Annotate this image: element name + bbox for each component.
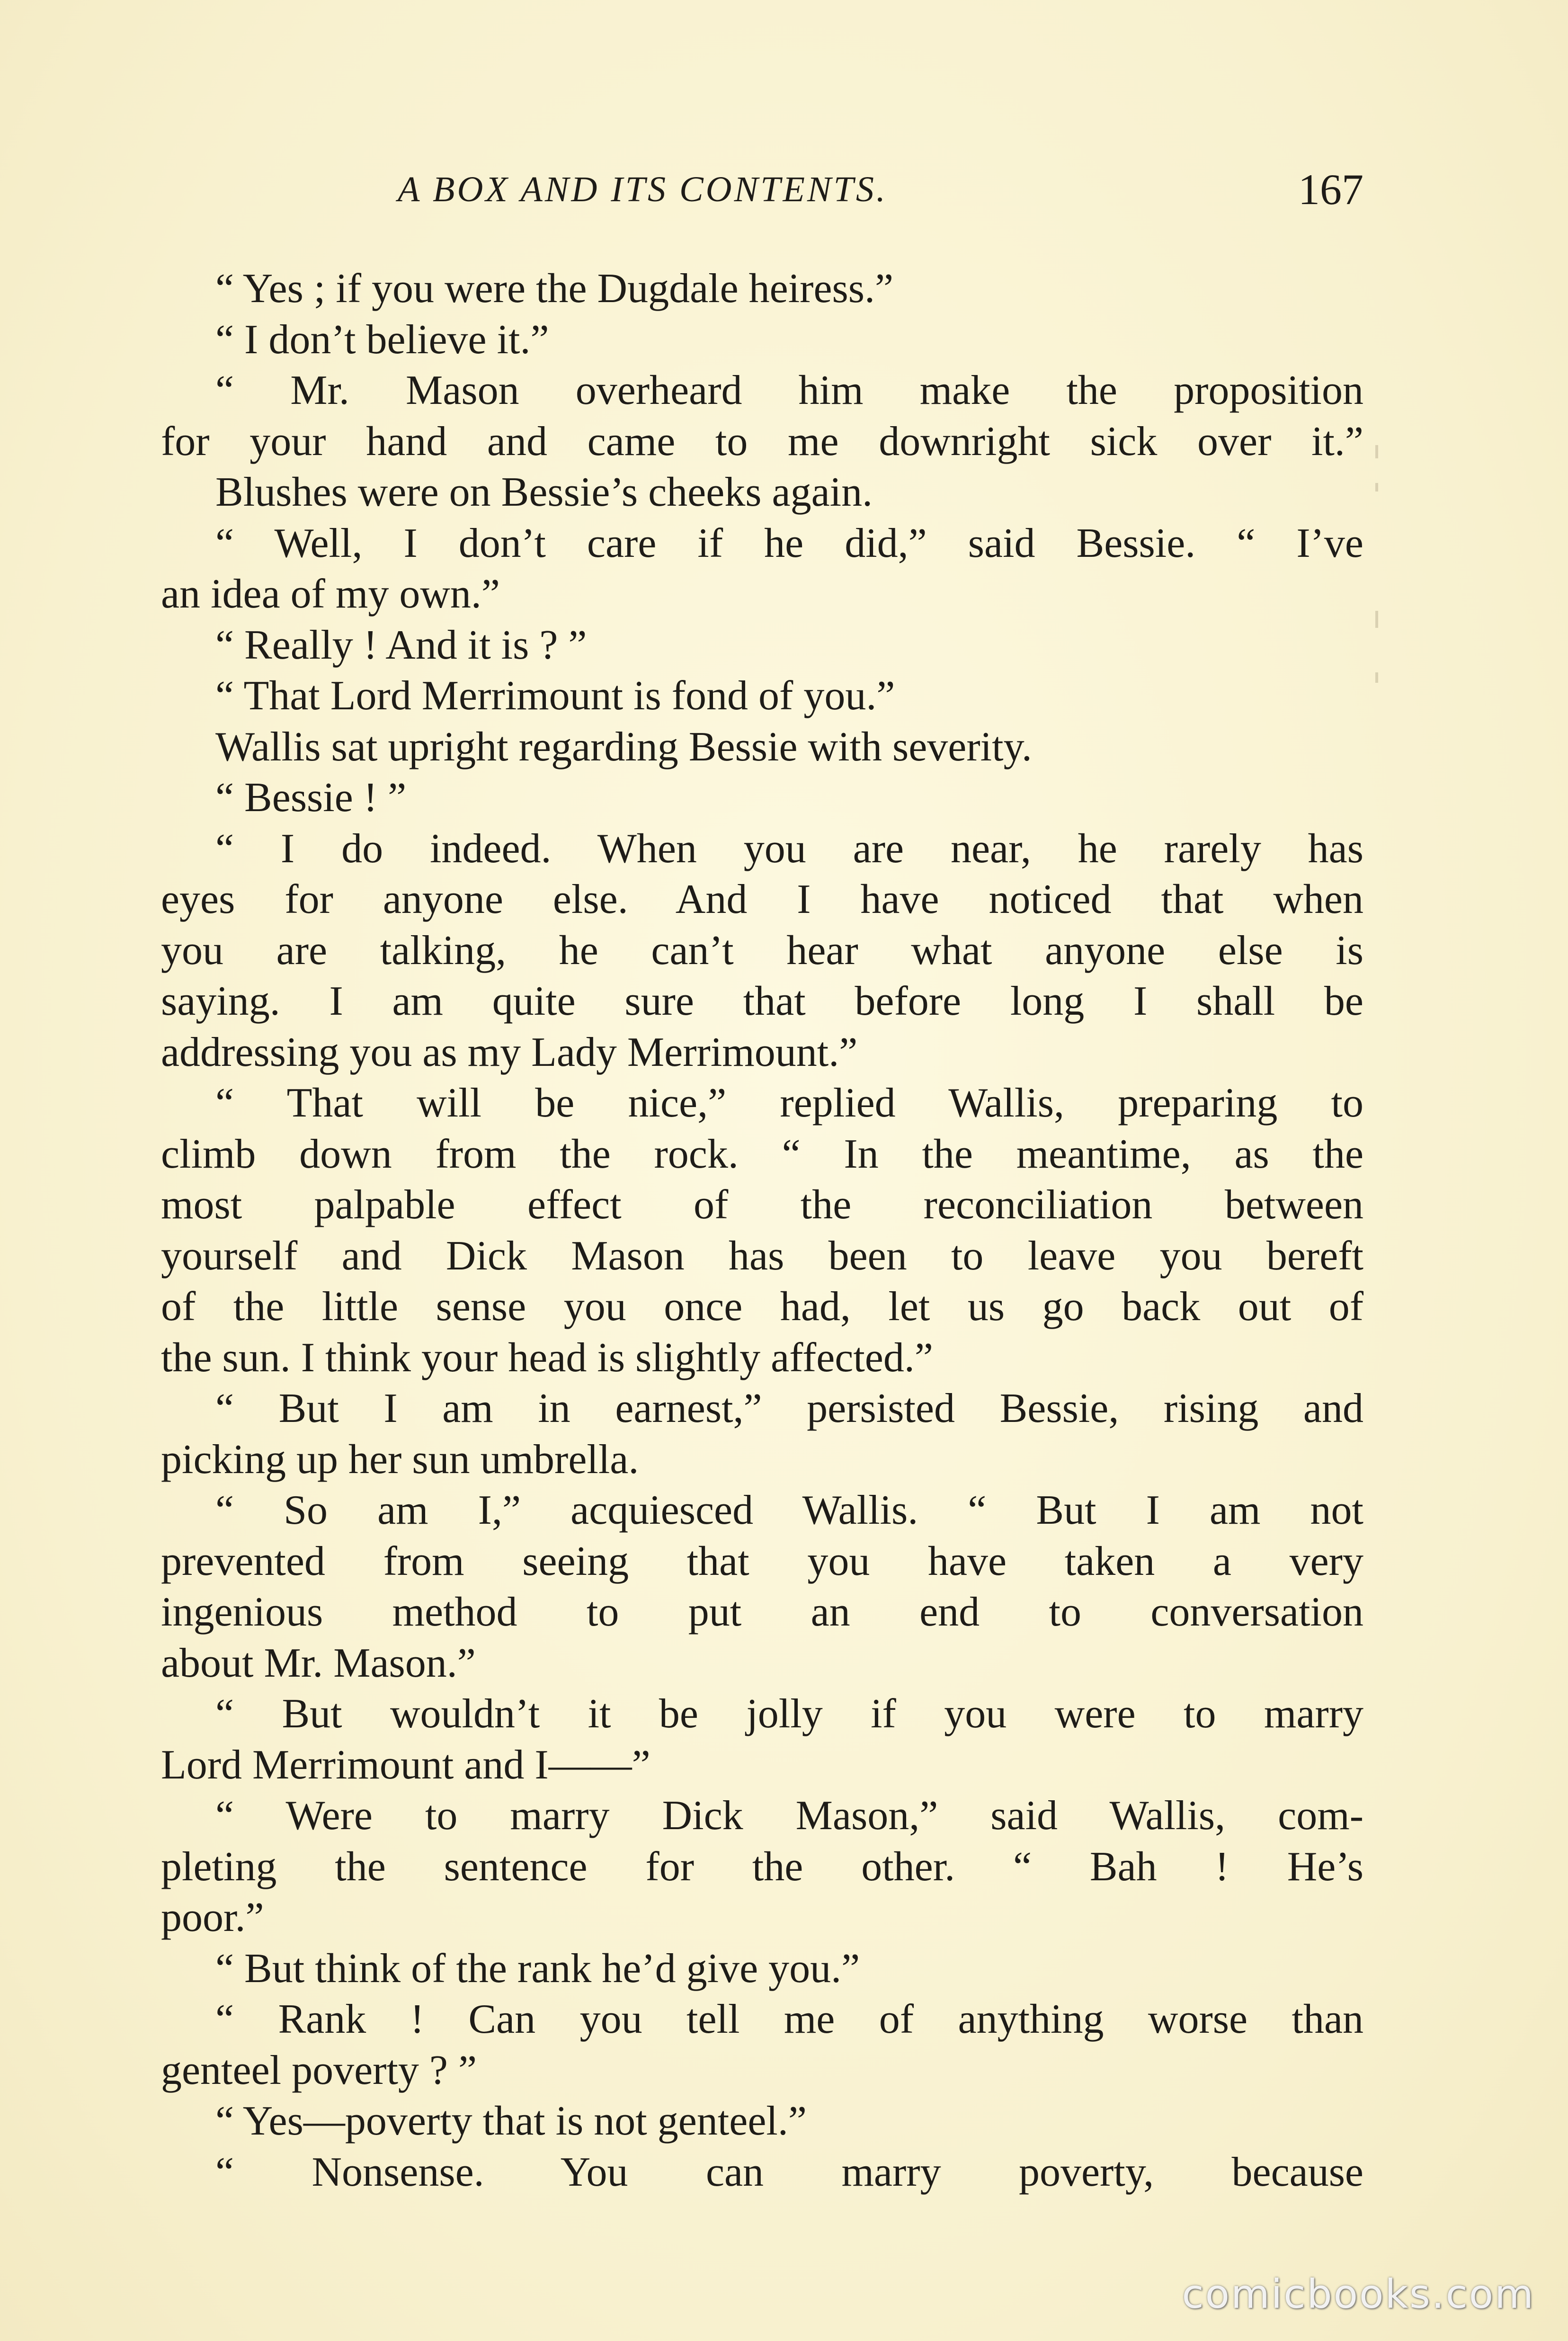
text-line: “ But I am in earnest,” persisted Bessie, rising and (215, 1385, 1363, 1431)
text-line: “ Yes—poverty that is not genteel.” (215, 2098, 807, 2144)
margin-speck (1375, 445, 1378, 458)
text-line: picking up her sun umbrella. (161, 1436, 639, 1483)
text-line: “ Really ! And it is ? ” (215, 622, 587, 668)
text-line: “ But think of the rank he’d give you.” (215, 1945, 860, 1992)
text-line: “ Well, I don’t care if he did,” said Bessie. “ I’ve (215, 520, 1363, 566)
text-line: ingenious method to put an end to conversation (161, 1589, 1363, 1635)
text-line: you are talking, he can’t hear what anyone else is (161, 927, 1363, 974)
text-line: Lord Merrimount and I——” (161, 1742, 650, 1788)
margin-speck (1375, 672, 1378, 683)
text-line: “ I don’t believe it.” (215, 316, 549, 363)
text-line: “ Nonsense. You can marry poverty, because (215, 2149, 1363, 2195)
text-line: “ Mr. Mason overheard him make the proposition (215, 367, 1363, 413)
text-line: “ So am I,” acquiesced Wallis. “ But I am not (215, 1487, 1363, 1533)
text-line: most palpable effect of the reconciliation between (161, 1182, 1363, 1228)
running-head (161, 161, 1363, 218)
text-line: addressing you as my Lady Merrimount.” (161, 1029, 858, 1075)
text-line: “ That will be nice,” replied Wallis, preparing to (215, 1080, 1363, 1126)
text-line: an idea of my own.” (161, 571, 500, 617)
text-line: the sun. I think your head is slightly affected.” (161, 1334, 933, 1381)
text-line: for your hand and came to me downright sick over it.” (161, 418, 1363, 465)
running-title: A BOX AND ITS CONTENTS. (398, 170, 888, 209)
text-line: eyes for anyone else. And I have noticed that when (161, 876, 1363, 922)
text-line: “ Yes ; if you were the Dugdale heiress.” (215, 266, 894, 312)
text-line: “ That Lord Merrimount is fond of you.” (215, 673, 895, 719)
text-line: “ Bessie ! ” (215, 775, 407, 821)
watermark: comicbooks.com (1182, 2271, 1535, 2317)
text-line: “ Were to marry Dick Mason,” said Wallis, com- (215, 1793, 1363, 1839)
margin-speck (1375, 611, 1378, 628)
text-line: yourself and Dick Mason has been to leave you bereft (161, 1233, 1363, 1279)
body-text (161, 263, 1363, 2198)
text-line: saying. I am quite sure that before long I shall be (161, 978, 1363, 1024)
text-line: “ But wouldn’t it be jolly if you were to marry (215, 1691, 1363, 1737)
text-line: Wallis sat upright regarding Bessie with severity. (215, 724, 1032, 770)
text-line: “ I do indeed. When you are near, he rarely has (215, 825, 1363, 872)
text-line: genteel poverty ? ” (161, 2047, 477, 2093)
margin-speck (1375, 483, 1378, 491)
text-line: climb down from the rock. “ In the meantime, as the (161, 1131, 1363, 1177)
text-line: poor.” (161, 1894, 264, 1940)
text-line: pleting the sentence for the other. “ Bah ! He’s (161, 1843, 1363, 1890)
page-number: 167 (1298, 165, 1363, 214)
text-line: Blushes were on Bessie’s cheeks again. (215, 469, 873, 515)
text-line: of the little sense you once had, let us go back out of (161, 1284, 1363, 1330)
text-line: prevented from seeing that you have taken a very (161, 1538, 1363, 1584)
text-line: about Mr. Mason.” (161, 1640, 476, 1686)
text-line: “ Rank ! Can you tell me of anything worse than (215, 1996, 1363, 2042)
